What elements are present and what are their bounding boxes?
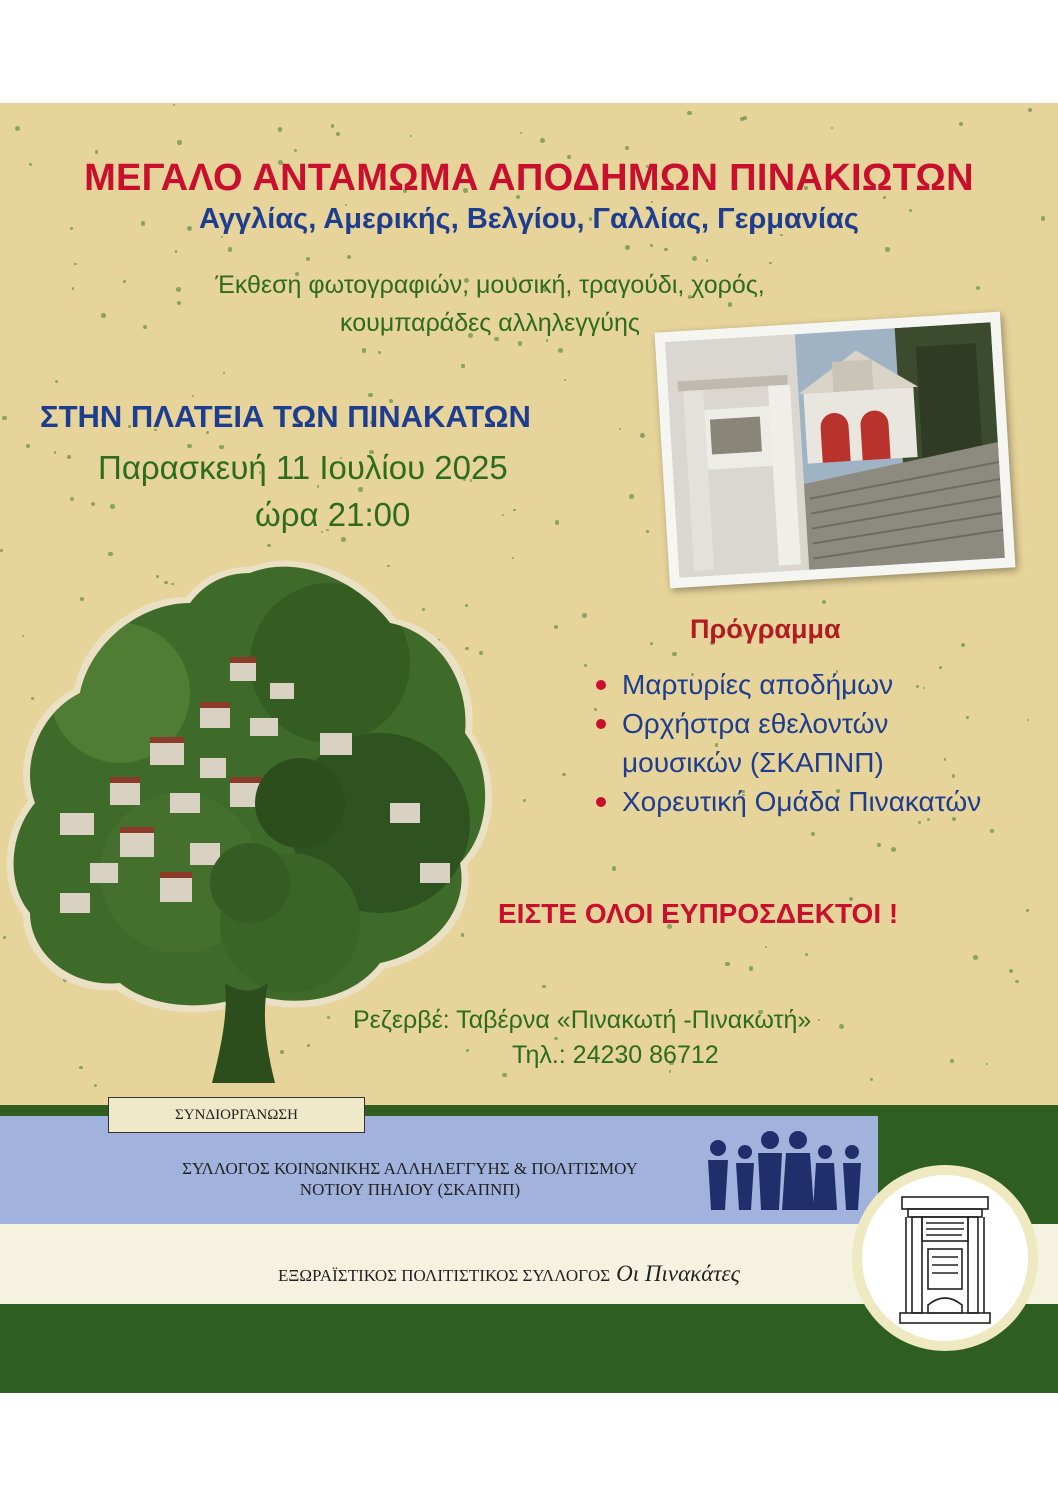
speckle-dot — [625, 245, 630, 250]
speckle-dot — [877, 843, 881, 847]
program-item-line-2: μουσικών (ΣΚΑΠΝΠ) — [622, 747, 884, 778]
speckle-dot — [749, 966, 753, 970]
speckle-dot — [362, 348, 367, 353]
speckle-dot — [619, 428, 621, 430]
speckle-dot — [177, 140, 181, 144]
program-item — [596, 665, 981, 704]
speckle-dot — [976, 286, 980, 290]
bullet-icon — [596, 797, 606, 807]
speckle-dot — [646, 530, 649, 533]
speckle-dot — [1028, 108, 1032, 112]
countries-subtitle: Αγγλίας, Αμερικής, Βελγίου, Γαλλίας, Γερμανίας — [199, 203, 859, 235]
speckle-dot — [512, 557, 514, 559]
speckle-dot — [554, 1037, 558, 1041]
speckle-dot — [542, 985, 545, 988]
speckle-dot — [554, 625, 558, 629]
speckle-dot — [294, 149, 297, 152]
speckle-dot — [74, 263, 77, 266]
speckle-dot — [523, 799, 526, 802]
event-time: ώρα 21:00 — [255, 496, 411, 533]
speckle-dot — [555, 520, 560, 525]
activities-line-1: Έκθεση φωτογραφιών, μουσική, τραγούδι, χορός, — [215, 271, 765, 299]
speckle-dot — [973, 955, 978, 960]
program-item — [596, 704, 981, 782]
speckle-dot — [54, 451, 57, 454]
speckle-dot — [870, 1078, 873, 1081]
speckle-dot — [891, 847, 896, 852]
speckle-dot — [341, 537, 346, 542]
speckle-dot — [564, 379, 566, 381]
speckle-dot — [520, 132, 522, 134]
speckle-dot — [15, 126, 20, 131]
speckle-dot — [839, 1024, 844, 1029]
speckle-dot — [278, 127, 283, 132]
speckle-dot — [95, 150, 98, 153]
speckle-dot — [173, 104, 175, 106]
speckle-dot — [306, 257, 310, 261]
speckle-dot — [378, 351, 380, 353]
speckle-dot — [331, 124, 335, 128]
speckle-dot — [612, 866, 616, 870]
speckle-dot — [101, 313, 106, 318]
poster — [0, 103, 1058, 1393]
org1-name-line-2: ΝΟΤΙΟΥ ΠΗΛΙΟΥ (ΣΚΑΠΝΠ) — [299, 1180, 521, 1199]
event-place: ΣΤΗΝ ΠΛΑΤΕΙΑ ΤΩΝ ΠΙΝΑΚΑΤΩΝ — [40, 399, 531, 434]
speckle-dot — [918, 821, 921, 824]
welcome-message: ΕΙΣΤΕ ΟΛΟΙ ΕΥΠΡΟΣΔΕΚΤΟΙ ! — [498, 898, 899, 929]
fountain-emblem — [852, 1165, 1038, 1351]
org1-name — [100, 1158, 720, 1200]
speckle-dot — [625, 146, 629, 150]
speckle-dot — [558, 348, 563, 353]
speckle-dot — [990, 829, 993, 832]
speckle-dot — [725, 962, 730, 967]
org2-name-text: ΕΞΩΡΑΪΣΤΙΚΟΣ ΠΟΛΙΤΙΣΤΙΚΟΣ ΣΥΛΛΟΓΟΣ — [278, 1266, 611, 1285]
speckle-dot — [562, 773, 565, 776]
speckle-dot — [368, 393, 372, 397]
speckle-dot — [55, 380, 58, 383]
speckle-dot — [347, 255, 351, 259]
speckle-dot — [26, 444, 30, 448]
phone-number: Τηλ.: 24230 86712 — [512, 1041, 719, 1069]
speckle-dot — [664, 248, 668, 252]
speckle-dot — [502, 514, 504, 516]
speckle-dot — [650, 244, 653, 247]
speckle-dot — [986, 1063, 988, 1065]
speckle-dot — [70, 497, 74, 501]
speckle-dot — [640, 433, 645, 438]
speckle-dot — [1026, 909, 1029, 912]
speckle-dot — [502, 1073, 507, 1078]
church-photo-image — [665, 322, 1005, 577]
speckle-dot — [805, 953, 808, 956]
org2-name — [278, 1261, 740, 1287]
speckle-dot — [740, 117, 744, 121]
fountain-emblem-icon — [862, 1175, 1028, 1341]
speckle-dot — [513, 509, 516, 512]
program-title: Πρόγραμμα — [690, 614, 841, 644]
speckle-dot — [187, 444, 191, 448]
speckle-dot — [769, 262, 771, 264]
speckle-dot — [584, 664, 587, 667]
church-photo — [655, 312, 1016, 589]
speckle-dot — [961, 643, 965, 647]
speckle-dot — [650, 642, 653, 645]
speckle-dot — [1015, 980, 1018, 983]
speckle-dot — [706, 259, 709, 262]
program-list — [596, 665, 981, 821]
speckle-dot — [1027, 719, 1029, 721]
program-item-line-1: Μαρτυρίες αποδήμων — [622, 669, 894, 700]
main-title: ΜΕΓΑΛΟ ΑΝΤΑΜΩΜΑ ΑΠΟΔΗΜΩΝ ΠΙΝΑΚΙΩΤΩΝ — [84, 157, 974, 199]
speckle-dot — [123, 280, 125, 282]
speckle-dot — [223, 372, 225, 374]
org2-name-script: Οι Πινακάτες — [616, 1261, 740, 1286]
speckle-dot — [831, 127, 833, 129]
speckle-dot — [192, 395, 194, 397]
org1-name-line-1: ΣΥΛΛΟΓΟΣ ΚΟΙΝΩΝΙΚΗΣ ΑΛΛΗΛΕΓΓΥΗΣ & ΠΟΛΙΤΙΣΜΟΥ — [182, 1159, 638, 1178]
speckle-dot — [1009, 969, 1013, 973]
co-organization-label: ΣΥΝΔΙΟΡΓΑΝΩΣΗ — [108, 1097, 365, 1133]
speckle-dot — [950, 1059, 954, 1063]
event-date: Παρασκευή 11 Ιουλίου 2025 — [98, 449, 508, 486]
speckle-dot — [91, 502, 95, 506]
family-icon — [700, 1130, 870, 1210]
reservation-text: Ρεζερβέ: Ταβέρνα «Πινακωτή -Πινακωτή» — [353, 1006, 812, 1034]
bullet-icon — [596, 719, 606, 729]
activities-line-2: κουμπαράδες αλληλεγγύης — [340, 309, 640, 337]
speckle-dot — [822, 600, 826, 604]
speckle-dot — [582, 613, 587, 618]
speckle-dot — [461, 364, 464, 367]
speckle-dot — [2, 416, 7, 421]
speckle-dot — [765, 946, 767, 948]
speckle-dot — [72, 287, 74, 289]
speckle-dot — [687, 111, 692, 116]
speckle-dot — [358, 487, 362, 491]
speckle-dot — [818, 1019, 820, 1021]
program-item-line-1: Χορευτική Ομάδα Πινακατών — [622, 786, 982, 817]
speckle-dot — [110, 504, 115, 509]
speckle-dot — [669, 1070, 671, 1072]
speckle-dot — [228, 247, 233, 252]
speckle-dot — [629, 494, 634, 499]
program-item-line-1: Ορχήστρα εθελοντών — [622, 708, 889, 739]
speckle-dot — [811, 832, 815, 836]
speckle-dot — [67, 455, 70, 458]
speckle-dot — [959, 122, 963, 126]
program-item — [596, 782, 981, 821]
speckle-dot — [175, 250, 178, 253]
speckle-dot — [672, 652, 676, 656]
bullet-icon — [596, 680, 606, 690]
speckle-dot — [885, 247, 889, 251]
speckle-dot — [336, 132, 340, 136]
speckle-dot — [410, 135, 413, 138]
speckle-dot — [221, 236, 223, 238]
speckle-dot — [692, 256, 697, 261]
speckle-dot — [540, 138, 545, 143]
